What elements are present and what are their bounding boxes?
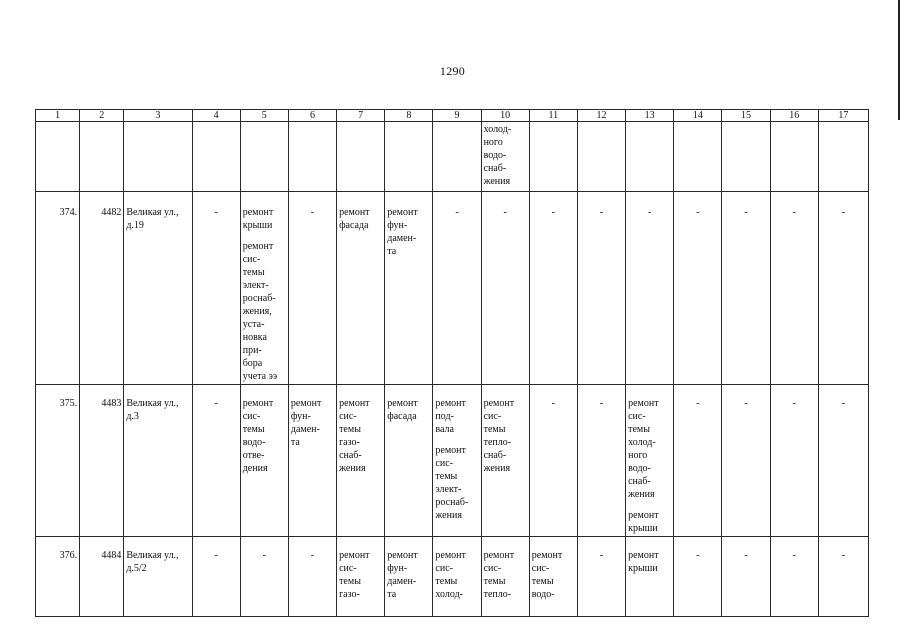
house-code: 4483: [101, 398, 122, 409]
work-cell: [481, 192, 529, 385]
work-cell: [192, 192, 240, 385]
address-cell: [124, 385, 192, 537]
work-cell: [240, 192, 288, 385]
column-header: 12: [577, 110, 625, 122]
address-cell: [124, 537, 192, 617]
work-cell: [481, 537, 529, 617]
table-cell: [36, 122, 80, 192]
work-cell: [674, 192, 722, 385]
header-row: [36, 110, 869, 122]
dash: -: [841, 207, 846, 218]
table-row: [36, 537, 869, 617]
house-code-cell: [80, 192, 124, 385]
dash: -: [551, 398, 555, 409]
work-cell: [337, 192, 385, 385]
column-header: 9: [433, 110, 481, 122]
work-entry: ремонт сис- темы водо-: [531, 550, 563, 600]
work-cell: [288, 192, 336, 385]
dash: -: [841, 398, 846, 409]
table-body: [36, 110, 869, 617]
repair-schedule-table: [35, 109, 869, 617]
dash: -: [214, 550, 218, 561]
work-cell: [192, 537, 240, 617]
column-header: 13: [626, 110, 674, 122]
dash: -: [599, 398, 604, 409]
work-cell: [722, 192, 770, 385]
work-cell: [385, 192, 433, 385]
margin-line: [898, 0, 900, 120]
work-cell: [818, 385, 868, 537]
dash: -: [841, 550, 846, 561]
work-entry: ремонт крыши: [242, 207, 274, 231]
table-cell: [240, 122, 288, 192]
work-entry: ремонт сис- темы тепло-: [483, 550, 515, 600]
dash: -: [455, 207, 459, 218]
column-header: 10: [481, 110, 529, 122]
dash: -: [648, 207, 652, 218]
work-cell: [770, 537, 818, 617]
column-header: 7: [337, 110, 385, 122]
dash: -: [214, 398, 218, 409]
work-cell: [722, 385, 770, 537]
column-header: 4: [192, 110, 240, 122]
row-number-cell: [36, 385, 80, 537]
dash: -: [503, 207, 507, 218]
work-entry: ремонт фун- дамен- та: [387, 550, 418, 600]
work-cell: [240, 385, 288, 537]
work-cell: [288, 537, 336, 617]
dash: -: [792, 398, 796, 409]
work-cell: [577, 385, 625, 537]
dash: -: [310, 207, 315, 218]
column-header: 15: [722, 110, 770, 122]
house-code: 4482: [101, 207, 122, 218]
work-entry: ремонт фун- дамен- та: [290, 398, 322, 448]
work-entry: ремонт сис- темы холод- ного водо- снаб- жения: [628, 398, 659, 500]
work-cell: [818, 537, 868, 617]
column-header: 1: [36, 110, 80, 122]
work-cell: [385, 537, 433, 617]
work-cell: [722, 537, 770, 617]
table-cell: [192, 122, 240, 192]
row-number-cell: [36, 192, 80, 385]
work-cell: [674, 385, 722, 537]
table-cell: [385, 122, 433, 192]
table-cell: [288, 122, 336, 192]
table-cell: [529, 122, 577, 192]
work-entry: ремонт сис- темы водо- отве- дения: [242, 398, 274, 474]
table-cell: [433, 122, 481, 192]
column-header: 14: [674, 110, 722, 122]
column-header: 6: [288, 110, 336, 122]
work-cell: [770, 192, 818, 385]
continued-cell-text: холод- ного водо- снаб- жения: [483, 124, 512, 187]
work-cell: [626, 385, 674, 537]
work-cell: [577, 192, 625, 385]
work-entry: ремонт сис- темы газо- снаб- жения: [339, 398, 370, 474]
table-row: [36, 192, 869, 385]
table-cell: [722, 122, 770, 192]
page-number: 1290: [439, 64, 466, 78]
work-entry: ремонт сис- темы элект- роснаб- жения: [435, 445, 469, 521]
address-cell: [124, 192, 192, 385]
work-cell: [529, 385, 577, 537]
work-cell: [385, 385, 433, 537]
dash: -: [792, 550, 796, 561]
dash: -: [262, 550, 266, 561]
table-cell: [577, 122, 625, 192]
row-number-cell: [36, 537, 80, 617]
work-cell: [818, 192, 868, 385]
work-cell: [577, 537, 625, 617]
column-header: 3: [124, 110, 192, 122]
dash: -: [310, 550, 315, 561]
column-header: 5: [240, 110, 288, 122]
row-number: 374.: [59, 207, 78, 218]
work-entry: ремонт фасада: [339, 207, 370, 231]
work-entry: ремонт крыши: [628, 510, 659, 534]
column-header: 11: [529, 110, 577, 122]
work-cell: [240, 537, 288, 617]
table-cell: [674, 122, 722, 192]
dash: -: [696, 207, 700, 218]
table-cell: [80, 122, 124, 192]
work-entry: ремонт сис- темы элект- роснаб- жения, уста- новка при- бора учета ээ: [242, 241, 278, 382]
work-entry: ремонт сис- темы газо-: [339, 550, 370, 600]
work-entry: ремонт фасада: [387, 398, 418, 422]
column-header: 2: [80, 110, 124, 122]
column-header: 16: [770, 110, 818, 122]
work-entry: ремонт сис- темы тепло- снаб- жения: [483, 398, 515, 474]
dash: -: [599, 550, 604, 561]
work-entry: ремонт фун- дамен- та: [387, 207, 418, 257]
table-row: [36, 385, 869, 537]
work-cell: [529, 192, 577, 385]
work-entry: ремонт сис- темы холод-: [435, 550, 466, 600]
dash: -: [744, 550, 748, 561]
dash: -: [696, 550, 700, 561]
work-cell: [192, 385, 240, 537]
dash: -: [696, 398, 700, 409]
work-cell: [626, 537, 674, 617]
work-cell: [433, 192, 481, 385]
work-cell: [529, 537, 577, 617]
address-text: Великая ул., д.5/2: [126, 550, 179, 574]
table-cell: [124, 122, 192, 192]
address-text: Великая ул., д.3: [126, 398, 179, 422]
dash: -: [551, 207, 555, 218]
work-entry: ремонт крыши: [628, 550, 659, 574]
dash: -: [744, 207, 748, 218]
address-text: Великая ул., д.19: [126, 207, 179, 231]
work-cell: [433, 385, 481, 537]
house-code: 4484: [101, 550, 122, 561]
work-cell: [626, 192, 674, 385]
work-cell: [433, 537, 481, 617]
table-cell: [818, 122, 868, 192]
dash: -: [599, 207, 604, 218]
work-cell: [288, 385, 336, 537]
table-cell: [337, 122, 385, 192]
work-cell: [337, 385, 385, 537]
work-cell: [337, 537, 385, 617]
dash: -: [744, 398, 748, 409]
table-cell: [626, 122, 674, 192]
dash: -: [792, 207, 796, 218]
row-number: 375.: [59, 398, 78, 409]
dash: -: [214, 207, 218, 218]
work-cell: [674, 537, 722, 617]
work-cell: [481, 385, 529, 537]
house-code-cell: [80, 537, 124, 617]
work-cell: [770, 385, 818, 537]
continuation-row: [36, 122, 869, 192]
house-code-cell: [80, 385, 124, 537]
table-cell: [481, 122, 529, 192]
column-header: 17: [818, 110, 868, 122]
row-number: 376.: [59, 550, 78, 561]
work-entry: ремонт под- вала: [435, 398, 466, 435]
column-header: 8: [385, 110, 433, 122]
table-cell: [770, 122, 818, 192]
